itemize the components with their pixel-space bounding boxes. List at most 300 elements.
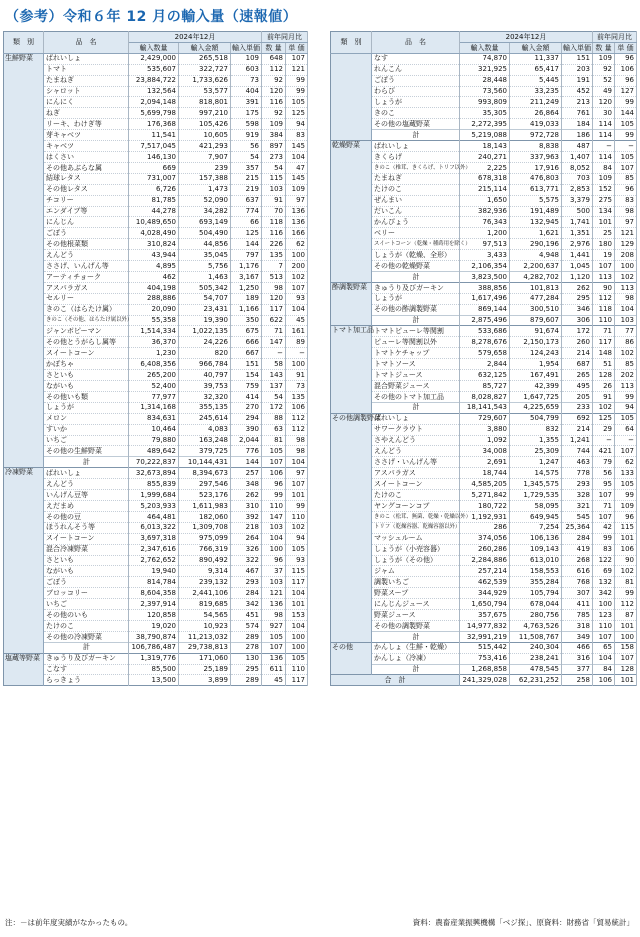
table-row bbox=[331, 86, 637, 97]
table-row bbox=[331, 490, 637, 501]
ratio-price-cell: 99 bbox=[286, 75, 308, 86]
unit-price-cell: 761 bbox=[562, 108, 593, 119]
amount-cell: 157,388 bbox=[179, 173, 231, 184]
amount-cell: 10,923 bbox=[179, 620, 231, 631]
qty-cell: 2,691 bbox=[460, 457, 510, 468]
table-row bbox=[4, 228, 308, 239]
unit-price-cell: 2,976 bbox=[562, 239, 593, 250]
ratio-qty-cell: 81 bbox=[262, 435, 286, 446]
qty-cell: 286 bbox=[460, 522, 510, 533]
ratio-qty-cell: 114 bbox=[593, 119, 615, 130]
item-name-cell: トマトソース bbox=[372, 359, 460, 370]
amount-cell: 1,621 bbox=[510, 228, 562, 239]
ratio-price-cell: 101 bbox=[615, 620, 637, 631]
table-row bbox=[331, 206, 637, 217]
item-name-cell: たけのこ bbox=[372, 490, 460, 501]
ratio-price-cell: 96 bbox=[615, 184, 637, 195]
ratio-qty-cell: 96 bbox=[262, 555, 286, 566]
qty-cell: 678,318 bbox=[460, 173, 510, 184]
ratio-price-cell: 102 bbox=[286, 271, 308, 282]
ratio-price-cell: 97 bbox=[615, 217, 637, 228]
table-row bbox=[331, 653, 637, 664]
ratio-qty-cell: 99 bbox=[593, 533, 615, 544]
table-row bbox=[331, 141, 637, 152]
qty-cell: 1,319,776 bbox=[129, 653, 179, 664]
table-row bbox=[331, 631, 637, 642]
header-ratio-price: 単 価 bbox=[286, 42, 308, 53]
item-name-cell: たけのこ bbox=[44, 620, 129, 631]
item-name-cell: その他あぶらな属 bbox=[44, 162, 129, 173]
table-row bbox=[331, 413, 637, 424]
ratio-qty-cell: 104 bbox=[262, 533, 286, 544]
amount-cell: 322,727 bbox=[179, 64, 231, 75]
amount-cell: 124,243 bbox=[510, 348, 562, 359]
unit-price-cell: 3,167 bbox=[231, 271, 262, 282]
category-cell: トマト加工品 bbox=[331, 326, 372, 413]
amount-cell: 158,553 bbox=[510, 566, 562, 577]
table-row bbox=[331, 119, 637, 130]
table-row bbox=[4, 97, 308, 108]
amount-cell: 9,314 bbox=[179, 566, 231, 577]
ratio-price-cell: 103 bbox=[615, 315, 637, 326]
item-name-cell: なす bbox=[372, 53, 460, 64]
table-row bbox=[331, 435, 637, 446]
table-row bbox=[4, 304, 308, 315]
ratio-price-cell: 98 bbox=[286, 446, 308, 457]
table-row bbox=[4, 293, 308, 304]
ratio-price-cell: 144 bbox=[615, 108, 637, 119]
table-row bbox=[4, 631, 308, 642]
table-row bbox=[331, 261, 637, 272]
unit-price-cell: 219 bbox=[231, 184, 262, 195]
unit-price-cell: 151 bbox=[231, 359, 262, 370]
ratio-qty-cell: 63 bbox=[262, 424, 286, 435]
ratio-qty-cell: 98 bbox=[262, 610, 286, 621]
qty-cell: 321,925 bbox=[460, 64, 510, 75]
ratio-qty-cell: 927 bbox=[262, 620, 286, 631]
qty-cell: 462,539 bbox=[460, 577, 510, 588]
ratio-price-cell: 98 bbox=[615, 293, 637, 304]
qty-cell: 1,314,168 bbox=[129, 402, 179, 413]
item-name-cell: その他の生鮮野菜 bbox=[44, 446, 129, 457]
qty-cell: 52,400 bbox=[129, 381, 179, 392]
qty-cell: 14,977,832 bbox=[460, 620, 510, 631]
ratio-qty-cell: 56 bbox=[593, 468, 615, 479]
qty-cell: 2,284,886 bbox=[460, 555, 510, 566]
amount-cell: 1,733,626 bbox=[179, 75, 231, 86]
ratio-qty-cell: 128 bbox=[593, 370, 615, 381]
ratio-qty-cell: 118 bbox=[593, 304, 615, 315]
table-row bbox=[4, 337, 308, 348]
amount-cell: 7,254 bbox=[510, 522, 562, 533]
item-name-cell: ささげ、いんげん等 bbox=[44, 261, 129, 272]
ratio-price-cell: 104 bbox=[286, 151, 308, 162]
item-name-cell: しょうが（小売容器） bbox=[372, 544, 460, 555]
ratio-price-cell: 121 bbox=[286, 64, 308, 75]
ratio-qty-cell: 25 bbox=[593, 228, 615, 239]
item-name-cell: トマトジュース bbox=[372, 370, 460, 381]
ratio-qty-cell: 116 bbox=[262, 228, 286, 239]
amount-cell: 109,143 bbox=[510, 544, 562, 555]
qty-cell: 55,358 bbox=[129, 315, 179, 326]
item-name-cell: わらび bbox=[372, 86, 460, 97]
unit-price-cell: 289 bbox=[231, 631, 262, 642]
qty-cell: 34,008 bbox=[460, 446, 510, 457]
table-row bbox=[331, 381, 637, 392]
table-row bbox=[4, 217, 308, 228]
ratio-price-cell: 105 bbox=[286, 544, 308, 555]
ratio-qty-cell: 120 bbox=[262, 86, 286, 97]
ratio-qty-cell: 105 bbox=[262, 631, 286, 642]
qty-cell: 260,286 bbox=[460, 544, 510, 555]
table-row bbox=[4, 195, 308, 206]
unit-price-cell: 687 bbox=[562, 359, 593, 370]
unit-price-cell: 452 bbox=[562, 86, 593, 97]
qty-cell: 2,397,914 bbox=[129, 599, 179, 610]
ratio-price-cell: 145 bbox=[286, 173, 308, 184]
header-amount: 輸入金額 bbox=[510, 42, 562, 53]
ratio-qty-cell: 99 bbox=[262, 490, 286, 501]
ratio-qty-cell: 611 bbox=[262, 664, 286, 675]
ratio-qty-cell: 109 bbox=[593, 53, 615, 64]
amount-cell: 39,753 bbox=[179, 381, 231, 392]
table-row bbox=[331, 446, 637, 457]
item-name-cell: にんじんジュース bbox=[372, 599, 460, 610]
ratio-price-cell: 104 bbox=[615, 304, 637, 315]
amount-cell: 239,132 bbox=[179, 577, 231, 588]
ratio-qty-cell: 88 bbox=[262, 413, 286, 424]
table-row bbox=[331, 599, 637, 610]
ratio-price-cell: 125 bbox=[286, 108, 308, 119]
qty-cell: 23,884,722 bbox=[129, 75, 179, 86]
qty-cell: 3,697,318 bbox=[129, 533, 179, 544]
ratio-qty-cell: 71 bbox=[593, 500, 615, 511]
table-row bbox=[331, 566, 637, 577]
unit-price-cell: 184 bbox=[562, 119, 593, 130]
ratio-price-cell: 86 bbox=[615, 337, 637, 348]
table-row bbox=[4, 424, 308, 435]
amount-cell: 44,856 bbox=[179, 239, 231, 250]
item-name-cell: その他の塩蔵野菜 bbox=[372, 119, 460, 130]
item-name-cell: 計 bbox=[372, 271, 460, 282]
unit-price-cell: 151 bbox=[562, 53, 593, 64]
ratio-qty-cell: 96 bbox=[262, 479, 286, 490]
amount-cell: 678,044 bbox=[510, 599, 562, 610]
table-row bbox=[4, 435, 308, 446]
source-note: 資料：農畜産業振興機構「ベジ探」、原資料：財務省「貿易統計」 bbox=[412, 918, 634, 927]
amount-cell: 819,685 bbox=[179, 599, 231, 610]
qty-cell: 8,278,676 bbox=[460, 337, 510, 348]
ratio-price-cell: 107 bbox=[615, 162, 637, 173]
ratio-qty-cell: 107 bbox=[593, 261, 615, 272]
item-name-cell: えんどう bbox=[372, 446, 460, 457]
amount-cell: 163,248 bbox=[179, 435, 231, 446]
amount-cell: 25,189 bbox=[179, 664, 231, 675]
qty-cell: 535,607 bbox=[129, 64, 179, 75]
table-row bbox=[331, 468, 637, 479]
unit-price-cell: 54 bbox=[231, 151, 262, 162]
item-name-cell: アーティチョーク bbox=[44, 271, 129, 282]
item-name-cell: ごぼう bbox=[44, 228, 129, 239]
ratio-qty-cell: 622 bbox=[262, 315, 286, 326]
unit-price-cell: 463 bbox=[562, 457, 593, 468]
item-name-cell: 計 bbox=[44, 457, 129, 468]
unit-price-cell: 278 bbox=[231, 642, 262, 653]
amount-cell: 4,763,526 bbox=[510, 620, 562, 631]
ratio-qty-cell: 45 bbox=[262, 675, 286, 686]
header-ratio-qty: 数 量 bbox=[262, 42, 286, 53]
ratio-qty-cell: 116 bbox=[262, 97, 286, 108]
item-name-cell: ヤングコーンコブ bbox=[372, 500, 460, 511]
amount-cell: 1,463 bbox=[179, 271, 231, 282]
amount-cell: 40,797 bbox=[179, 370, 231, 381]
item-name-cell: 計 bbox=[372, 631, 460, 642]
unit-price-cell: 186 bbox=[562, 130, 593, 141]
category-cell: 塩蔵等野菜 bbox=[4, 653, 44, 686]
item-name-cell: その他根菜類 bbox=[44, 239, 129, 250]
qty-cell: 5,271,842 bbox=[460, 490, 510, 501]
ratio-price-cell: 112 bbox=[615, 599, 637, 610]
unit-price-cell: 258 bbox=[562, 675, 593, 686]
qty-cell: 6,408,356 bbox=[129, 359, 179, 370]
amount-cell: 239 bbox=[179, 162, 231, 173]
unit-price-cell: 322 bbox=[231, 555, 262, 566]
table-row bbox=[4, 500, 308, 511]
import-table-left bbox=[3, 31, 308, 686]
qty-cell: 2,106,354 bbox=[460, 261, 510, 272]
ratio-price-cell: 100 bbox=[286, 359, 308, 370]
ratio-price-cell: 161 bbox=[286, 326, 308, 337]
amount-cell: 11,508,767 bbox=[510, 631, 562, 642]
table-row bbox=[331, 500, 637, 511]
table-body-left bbox=[4, 53, 308, 686]
item-name-cell: その他の乾燥野菜 bbox=[372, 261, 460, 272]
unit-price-cell: 744 bbox=[562, 446, 593, 457]
amount-cell: 613,010 bbox=[510, 555, 562, 566]
ratio-qty-cell: 83 bbox=[593, 544, 615, 555]
ratio-qty-cell: 84 bbox=[593, 162, 615, 173]
amount-cell: 504,490 bbox=[179, 228, 231, 239]
qty-cell: 4,895 bbox=[129, 261, 179, 272]
ratio-qty-cell: 19 bbox=[593, 250, 615, 261]
unit-price-cell: 125 bbox=[231, 228, 262, 239]
qty-cell: 1,514,334 bbox=[129, 326, 179, 337]
table-row bbox=[331, 577, 637, 588]
amount-cell: 2,150,173 bbox=[510, 337, 562, 348]
qty-cell: 4,028,490 bbox=[129, 228, 179, 239]
table-row bbox=[331, 664, 637, 675]
amount-cell: 14,575 bbox=[510, 468, 562, 479]
unit-price-cell: 797 bbox=[231, 250, 262, 261]
header-item: 品 名 bbox=[372, 32, 460, 54]
unit-price-cell: 666 bbox=[231, 337, 262, 348]
unit-price-cell: 616 bbox=[562, 566, 593, 577]
table-row bbox=[331, 402, 637, 413]
table-row bbox=[331, 195, 637, 206]
amount-cell: 818,801 bbox=[179, 97, 231, 108]
amount-cell: 297,546 bbox=[179, 479, 231, 490]
amount-cell: 54,565 bbox=[179, 610, 231, 621]
ratio-price-cell: 100 bbox=[286, 642, 308, 653]
ratio-qty-cell: 54 bbox=[262, 162, 286, 173]
table-row bbox=[331, 326, 637, 337]
ratio-qty-cell: 70 bbox=[262, 206, 286, 217]
ratio-qty-cell: 121 bbox=[262, 588, 286, 599]
item-name-cell: トマトピューレ等関割 bbox=[372, 326, 460, 337]
ratio-qty-cell: 125 bbox=[593, 413, 615, 424]
unit-price-cell: 377 bbox=[562, 664, 593, 675]
qty-cell: 632,125 bbox=[460, 370, 510, 381]
category-cell: 酢調製野菜 bbox=[331, 282, 372, 326]
ratio-qty-cell: 132 bbox=[593, 577, 615, 588]
ratio-qty-cell: 342 bbox=[593, 588, 615, 599]
item-name-cell: その他の調製野菜 bbox=[372, 620, 460, 631]
unit-price-cell: 215 bbox=[231, 173, 262, 184]
ratio-qty-cell: 49 bbox=[593, 86, 615, 97]
ratio-qty-cell: 112 bbox=[593, 293, 615, 304]
unit-price-cell: 306 bbox=[562, 315, 593, 326]
category-cell: 冷凍野菜 bbox=[4, 468, 44, 653]
item-name-cell: さといも bbox=[44, 370, 129, 381]
ratio-price-cell: 81 bbox=[615, 577, 637, 588]
ratio-price-cell: 115 bbox=[615, 522, 637, 533]
ratio-qty-cell: 513 bbox=[262, 271, 286, 282]
item-name-cell: その他のいも bbox=[44, 610, 129, 621]
ratio-price-cell: − bbox=[615, 435, 637, 446]
unit-price-cell: 328 bbox=[562, 490, 593, 501]
ratio-price-cell: 121 bbox=[615, 228, 637, 239]
ratio-qty-cell: 107 bbox=[593, 511, 615, 522]
amount-cell: 290,196 bbox=[510, 239, 562, 250]
ratio-price-cell: 102 bbox=[615, 348, 637, 359]
qty-cell: 993,809 bbox=[460, 97, 510, 108]
amount-cell: 167,491 bbox=[510, 370, 562, 381]
ratio-qty-cell: 114 bbox=[593, 130, 615, 141]
qty-cell: 3,433 bbox=[460, 250, 510, 261]
qty-cell: 374,056 bbox=[460, 533, 510, 544]
unit-price-cell: 357 bbox=[231, 162, 262, 173]
amount-cell: 1,355 bbox=[510, 435, 562, 446]
ratio-qty-cell: 84 bbox=[593, 664, 615, 675]
ratio-qty-cell: 79 bbox=[593, 457, 615, 468]
table-row bbox=[4, 348, 308, 359]
ratio-price-cell: 85 bbox=[615, 173, 637, 184]
qty-cell: 241,329,028 bbox=[460, 675, 510, 686]
amount-cell: 265,518 bbox=[179, 53, 231, 64]
amount-cell: 245,614 bbox=[179, 413, 231, 424]
amount-cell: 649,945 bbox=[510, 511, 562, 522]
unit-price-cell: 392 bbox=[231, 511, 262, 522]
unit-price-cell: 598 bbox=[231, 119, 262, 130]
ratio-price-cell: 45 bbox=[286, 315, 308, 326]
unit-price-cell: 404 bbox=[231, 86, 262, 97]
table-row bbox=[331, 620, 637, 631]
ratio-price-cell: 99 bbox=[615, 130, 637, 141]
amount-cell: 4,225,659 bbox=[510, 402, 562, 413]
unit-price-cell: 667 bbox=[231, 348, 262, 359]
item-name-cell: かんしょ（生鮮・乾燥） bbox=[372, 642, 460, 653]
header-amount: 輸入金額 bbox=[179, 42, 231, 53]
ratio-price-cell: 102 bbox=[615, 566, 637, 577]
table-row bbox=[4, 261, 308, 272]
header-category: 類 別 bbox=[331, 32, 372, 54]
unit-price-cell: 411 bbox=[562, 599, 593, 610]
qty-cell: 240,271 bbox=[460, 151, 510, 162]
qty-cell: 43,944 bbox=[129, 250, 179, 261]
table-row bbox=[4, 108, 308, 119]
table-row bbox=[4, 675, 308, 686]
table-row bbox=[4, 141, 308, 152]
amount-cell: 106,136 bbox=[510, 533, 562, 544]
unit-price-cell: 390 bbox=[231, 424, 262, 435]
item-name-cell: きのこ（はらたけ属） bbox=[44, 304, 129, 315]
table-row bbox=[4, 620, 308, 631]
qty-cell: 28,448 bbox=[460, 75, 510, 86]
unit-price-cell: 268 bbox=[562, 555, 593, 566]
qty-cell: 7,517,045 bbox=[129, 141, 179, 152]
item-name-cell: たけのこ bbox=[372, 184, 460, 195]
unit-price-cell: 321 bbox=[562, 500, 593, 511]
ratio-qty-cell: 147 bbox=[262, 337, 286, 348]
unit-price-cell: 130 bbox=[231, 653, 262, 664]
table-row bbox=[4, 391, 308, 402]
header-item: 品 名 bbox=[44, 32, 129, 54]
qty-cell: 10,489,650 bbox=[129, 217, 179, 228]
unit-price-cell: 637 bbox=[231, 195, 262, 206]
qty-cell: 404,198 bbox=[129, 282, 179, 293]
ratio-price-cell: − bbox=[286, 348, 308, 359]
qty-cell: 464,481 bbox=[129, 511, 179, 522]
ratio-qty-cell: 100 bbox=[262, 544, 286, 555]
ratio-price-cell: 117 bbox=[286, 675, 308, 686]
table-row bbox=[4, 413, 308, 424]
ratio-qty-cell: 107 bbox=[262, 457, 286, 468]
table-row bbox=[4, 446, 308, 457]
unit-price-cell: 342 bbox=[231, 599, 262, 610]
unit-price-cell: 391 bbox=[231, 97, 262, 108]
table-row bbox=[331, 64, 637, 75]
ratio-price-cell: 105 bbox=[615, 413, 637, 424]
unit-price-cell: 466 bbox=[562, 642, 593, 653]
qty-cell: 1,999,684 bbox=[129, 490, 179, 501]
amount-cell: 53,577 bbox=[179, 86, 231, 97]
item-name-cell: きゅうり及びガーキン bbox=[372, 282, 460, 293]
amount-cell: 8,394,673 bbox=[179, 468, 231, 479]
item-name-cell: ばれいしょ bbox=[372, 141, 460, 152]
ratio-qty-cell: 117 bbox=[593, 337, 615, 348]
amount-cell: 191,489 bbox=[510, 206, 562, 217]
ratio-price-cell: 98 bbox=[615, 206, 637, 217]
amount-cell: 33,235 bbox=[510, 86, 562, 97]
table-row bbox=[331, 457, 637, 468]
unit-price-cell: 191 bbox=[562, 75, 593, 86]
unit-price-cell: 675 bbox=[231, 326, 262, 337]
unit-price-cell: 326 bbox=[231, 544, 262, 555]
qty-cell: 1,192,931 bbox=[460, 511, 510, 522]
item-name-cell: ささげ・いんげん等 bbox=[372, 457, 460, 468]
header-unit-price: 輸入単価 bbox=[563, 43, 591, 52]
ratio-qty-cell: 148 bbox=[593, 348, 615, 359]
item-name-cell: アスパラガス bbox=[44, 282, 129, 293]
ratio-price-cell: 96 bbox=[615, 511, 637, 522]
qty-cell: 2,094,148 bbox=[129, 97, 179, 108]
table-row bbox=[331, 250, 637, 261]
table-row bbox=[4, 642, 308, 653]
ratio-qty-cell: 110 bbox=[262, 500, 286, 511]
table-row bbox=[331, 108, 637, 119]
unit-price-cell: 73 bbox=[231, 75, 262, 86]
ratio-qty-cell: 113 bbox=[593, 271, 615, 282]
